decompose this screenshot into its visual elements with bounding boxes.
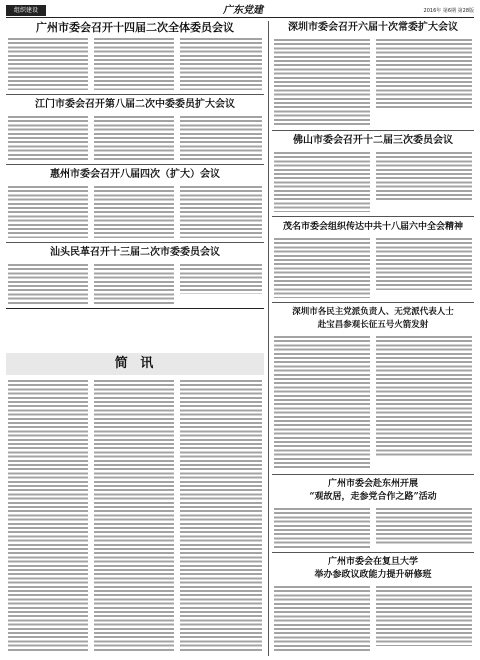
body-a6-col2 <box>376 152 472 202</box>
divider <box>272 130 474 131</box>
divider <box>272 302 474 303</box>
brief-col1 <box>8 380 88 652</box>
headline-a8-line1: 深圳市各民主党派负责人、无党派代表人士 <box>292 307 454 317</box>
divider-bold <box>6 308 264 309</box>
headline-a4: 汕头民革召开十三届二次市委委员会议 <box>50 247 220 258</box>
body-a3-col3 <box>180 186 262 238</box>
divider <box>272 474 474 475</box>
body-a5-col2 <box>376 39 472 109</box>
body-a4-col3 <box>180 264 262 294</box>
body-a3-col2 <box>94 186 174 238</box>
body-a6-col1 <box>274 152 370 212</box>
brief-col3 <box>180 380 262 652</box>
body-a2-col2 <box>94 116 174 160</box>
headline-a3: 惠州市委会召开八届四次（扩大）会议 <box>50 169 220 180</box>
body-a10-col1 <box>274 586 370 652</box>
body-a1-col1 <box>8 38 88 90</box>
divider <box>6 164 264 165</box>
headline-a6: 佛山市委会召开十二届三次委员会议 <box>293 135 453 146</box>
body-a9-col1 <box>274 508 370 548</box>
headline-a1: 广州市委会召开十四届二次全体委员会议 <box>36 21 234 34</box>
divider <box>6 242 264 243</box>
headline-a7: 茂名市委会组织传达中共十八届六中全会精神 <box>282 222 463 232</box>
body-a5-col1 <box>274 39 370 127</box>
body-a8-col2 <box>376 336 472 456</box>
divider <box>272 216 474 217</box>
issue-date: 2016年 第6期 第28版 <box>423 8 474 14</box>
body-a4-col2 <box>94 264 174 304</box>
paper-title: 广东党建 <box>223 5 263 16</box>
headline-a10-line1: 广州市委会在复旦大学 <box>327 557 418 567</box>
headline-a10-line2: 举办参政议政能力提升研修班 <box>314 570 432 580</box>
body-a4-col1 <box>8 264 88 304</box>
brief-col2 <box>94 380 174 652</box>
body-a7-col1 <box>274 238 370 298</box>
headline-a9-line2: “观故居，走参党合作之路”活动 <box>309 492 437 502</box>
body-a10-col2 <box>376 586 472 646</box>
body-a1-col2 <box>94 38 174 90</box>
masthead <box>6 4 474 18</box>
newspaper-page <box>6 4 474 656</box>
body-a7-col2 <box>376 238 472 290</box>
body-a1-col3 <box>180 38 262 90</box>
body-a3-col1 <box>8 186 88 238</box>
headline-a5: 深圳市委会召开六届十次常委扩大会议 <box>288 22 458 33</box>
body-a2-col3 <box>180 116 262 160</box>
divider <box>272 552 474 553</box>
body-a2-col1 <box>8 116 88 160</box>
divider <box>6 94 264 95</box>
section-label: 组织建设 <box>6 5 46 16</box>
brief-title-bar <box>6 353 264 375</box>
column-separator <box>268 21 269 656</box>
headline-a2: 江门市委会召开第八届二次中委委员扩大会议 <box>35 99 235 110</box>
brief-title: 简 讯 <box>114 356 158 371</box>
body-a9-col2 <box>376 508 472 544</box>
body-a8-col1 <box>274 336 370 470</box>
headline-a9-line1: 广州市委会赴东州开展 <box>327 479 418 489</box>
headline-a8-line2: 赴宝昌参观长征五号火箭发射 <box>317 320 429 330</box>
